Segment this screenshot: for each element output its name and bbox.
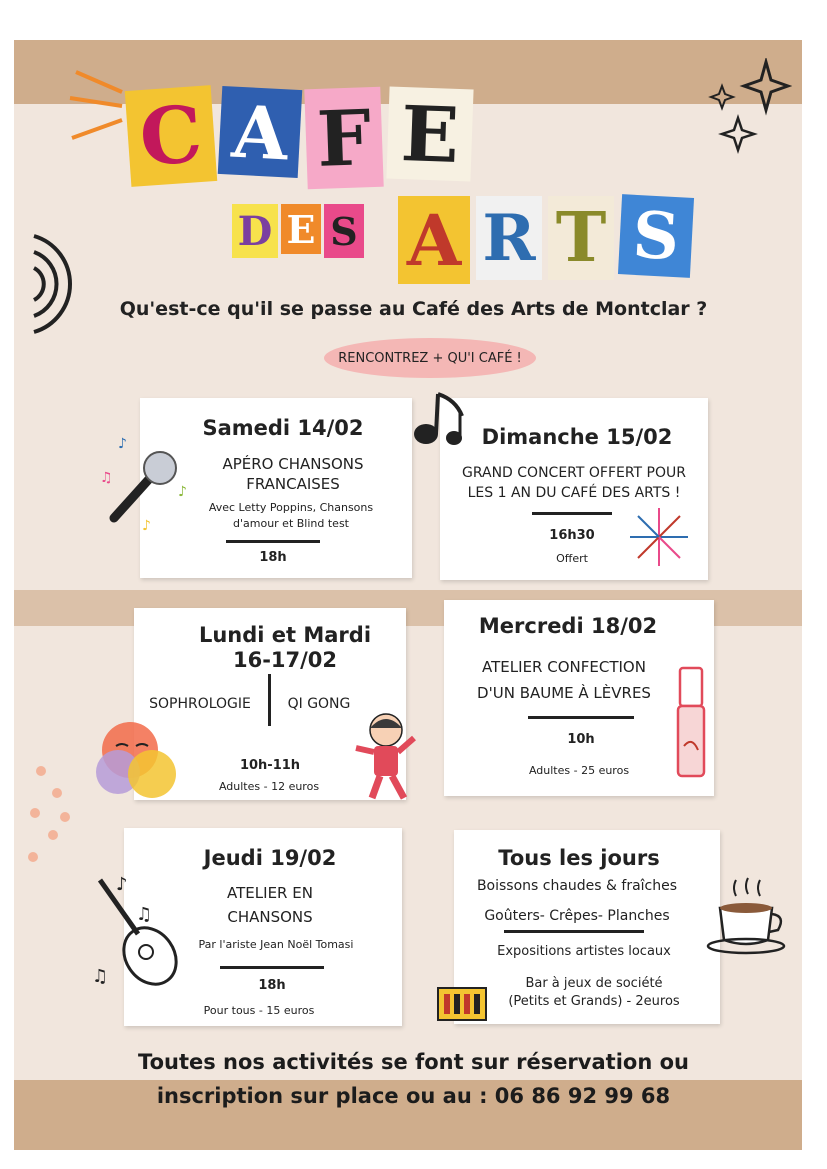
daily-offer-card xyxy=(454,830,720,1024)
board-game-icon xyxy=(436,986,488,1022)
title-letter: E xyxy=(386,87,473,182)
event-title-line1: ATELIER EN xyxy=(227,884,313,902)
svg-text:♫: ♫ xyxy=(136,904,153,925)
event-time: 16h30 xyxy=(549,528,595,543)
qi-gong-figure-icon xyxy=(350,708,420,804)
divider xyxy=(532,512,612,515)
footer-line1: Toutes nos activités se font sur réservation ou xyxy=(138,1050,689,1074)
event-time: 10h xyxy=(567,732,595,747)
event-date: Samedi 14/02 xyxy=(202,416,364,440)
daily-item: (Petits et Grands) - 2euros xyxy=(508,994,680,1009)
badge xyxy=(324,338,536,378)
title-letter: R xyxy=(476,196,542,280)
title-arts xyxy=(398,196,692,284)
daily-item: Expositions artistes locaux xyxy=(497,944,671,959)
burst-lines-icon xyxy=(62,58,132,148)
event-title-line1: ATELIER CONFECTION xyxy=(482,658,646,676)
title-letter: T xyxy=(548,196,614,280)
music-note-icon xyxy=(412,390,470,452)
activity-left: SOPHROLOGIE xyxy=(149,696,251,712)
event-price: Pour tous - 15 euros xyxy=(203,1004,315,1017)
microphone-icon xyxy=(98,434,194,534)
title-des xyxy=(232,204,364,258)
title-letter: A xyxy=(398,196,470,284)
event-description: Par l'ariste Jean Noël Tomasi xyxy=(198,938,354,951)
title-letter: D xyxy=(232,204,278,258)
event-price: Offert xyxy=(556,552,588,565)
title-letter: E xyxy=(281,204,321,254)
daily-item: Bar à jeux de société xyxy=(525,976,663,991)
daily-heading: Tous les jours xyxy=(498,846,660,870)
svg-text:♪: ♪ xyxy=(178,484,187,500)
event-title: GRAND CONCERT OFFERT POUR LES 1 AN DU CAFÉ DES ARTS ! xyxy=(461,465,686,501)
event-title: APÉRO CHANSONS FRANCAISES xyxy=(222,455,364,493)
event-title-line2: D'UN BAUME À LÈVRES xyxy=(477,684,651,702)
event-title-line2: CHANSONS xyxy=(227,908,313,926)
divider xyxy=(528,716,634,719)
svg-text:♫: ♫ xyxy=(100,470,113,486)
event-price: Adultes - 25 euros xyxy=(528,764,630,777)
sparkle-icon xyxy=(708,58,792,154)
event-time: 10h-11h xyxy=(239,758,301,773)
title-letter: F xyxy=(304,87,383,190)
color-circles-icon xyxy=(94,712,186,804)
title-cafe xyxy=(128,88,472,188)
lip-balm-icon xyxy=(672,666,712,780)
guitar-icon xyxy=(86,870,186,996)
svg-text:♪: ♪ xyxy=(142,518,151,534)
activity-separator xyxy=(268,674,271,726)
event-time: 18h xyxy=(259,550,287,565)
svg-text:♪: ♪ xyxy=(116,874,128,895)
svg-text:♫: ♫ xyxy=(92,966,109,987)
divider xyxy=(226,540,320,543)
event-date-line1: Lundi et Mardi xyxy=(198,623,372,647)
event-price: Adultes - 12 euros xyxy=(218,780,320,793)
divider xyxy=(504,930,644,933)
divider xyxy=(220,966,324,969)
title-letter: S xyxy=(324,204,364,258)
event-date-line2: 16-17/02 xyxy=(232,648,338,672)
title-letter: C xyxy=(125,85,217,187)
fireworks-icon xyxy=(626,506,692,568)
daily-item: Boissons chaudes & fraîches xyxy=(476,878,678,894)
title-letter: S xyxy=(618,194,694,278)
title-letter: A xyxy=(218,86,302,178)
svg-text:♪: ♪ xyxy=(118,436,127,452)
coffee-cup-icon xyxy=(706,876,792,956)
event-time: 18h xyxy=(258,978,286,993)
arc-lines-icon xyxy=(30,228,114,338)
badge-label: RENCONTREZ + QU'I CAFÉ ! xyxy=(338,350,522,366)
event-date: Mercredi 18/02 xyxy=(478,614,658,638)
footer-line2: inscription sur place ou au : 06 86 92 99 68 xyxy=(156,1084,671,1108)
activity-right: QI GONG xyxy=(287,696,351,712)
event-date: Dimanche 15/02 xyxy=(481,425,673,449)
event-description: Avec Letty Poppins, Chansons d'amour et Blind test xyxy=(208,501,374,530)
event-date: Jeudi 19/02 xyxy=(203,846,337,870)
subtitle: Qu'est-ce qu'il se passe au Café des Arts de Montclar ? xyxy=(119,298,708,320)
daily-item: Goûters- Crêpes- Planches xyxy=(484,908,670,924)
